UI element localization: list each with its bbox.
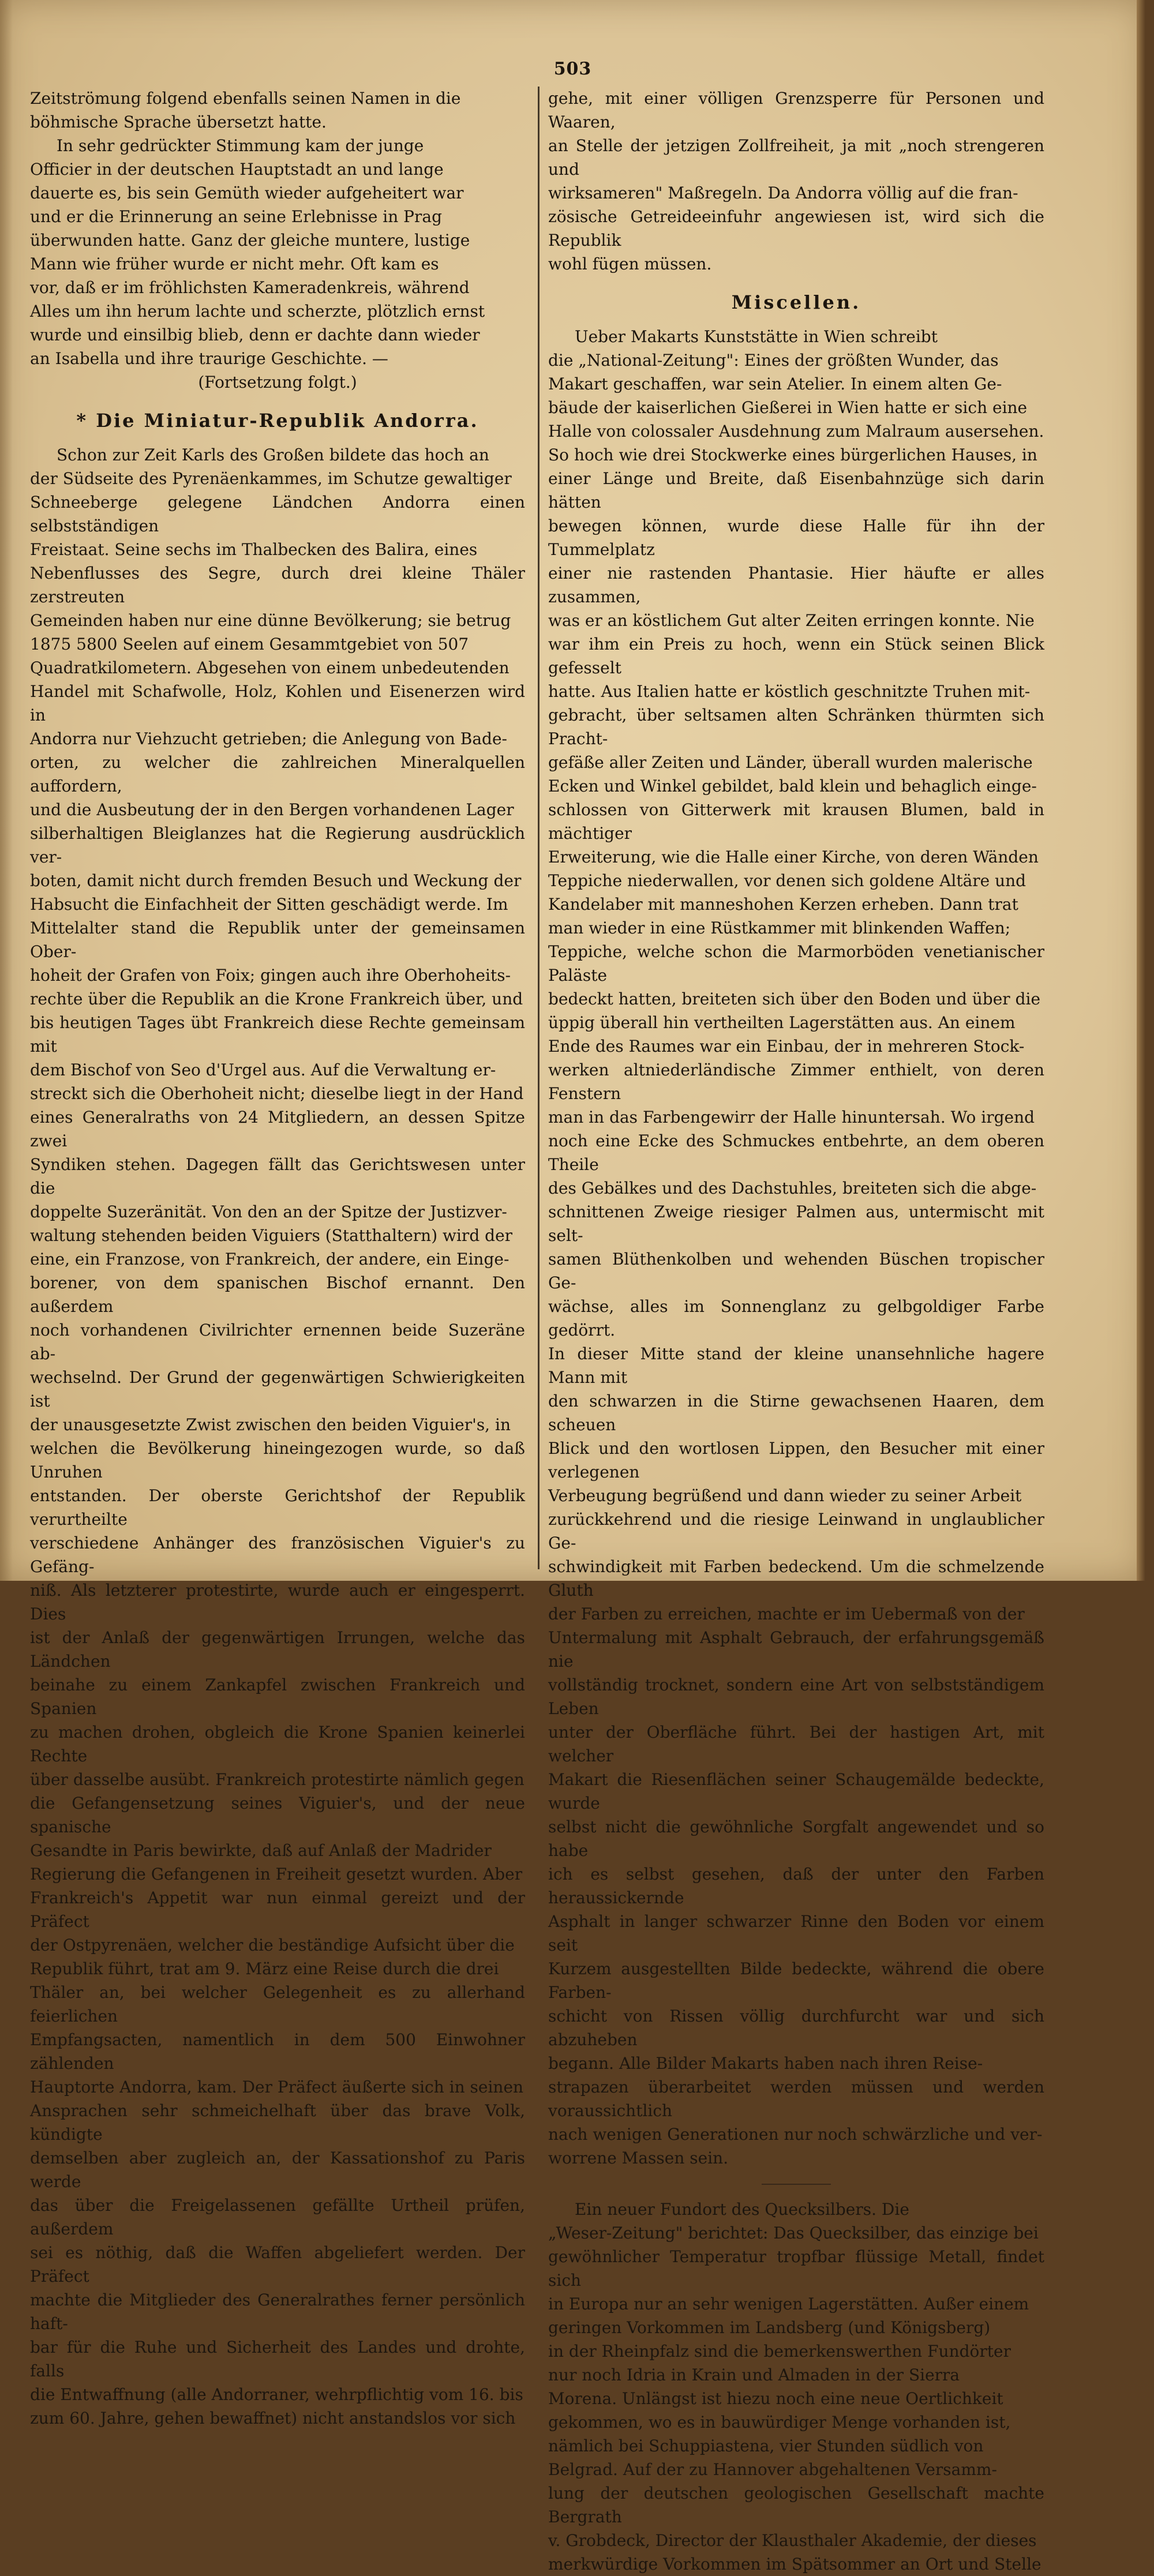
article-separator [762, 2184, 831, 2185]
andorra-article-title: * Die Miniatur-Republik Andorra. [76, 410, 479, 432]
intro-paragraph: Zeitströmung folgend ebenfalls seinen Namen in die böhmische Sprache übersetzt hatte. [30, 89, 461, 132]
page-number: 503 [553, 59, 592, 79]
andorra-continuation: gehe, mit einer völligen Grenzsperre für Personen und Waaren, an Stelle der jetzigen Zollfreiheit, ja mit „noch strengeren und wirksameren" Maßregeln. Da Andorra völlig auf die fran- zösische Getreideeinfuhr angewiesen ist, wird sich die Republik wohl fügen müssen. [548, 89, 1044, 273]
page-binding-shadow [0, 0, 13, 1581]
left-column [30, 87, 525, 2430]
column-divider [538, 87, 539, 1569]
continued-note: (Fortsetzung folgt.) [198, 373, 357, 392]
right-column [548, 87, 1044, 2576]
andorra-article-body: Schon zur Zeit Karls des Großen bildete das hoch an der Südseite des Pyrenäenkammes, im Schutze gewaltiger Schneeberge gelegene Ländchen Andorra einen selbstständigen Freistaat. Seine sechs im Thalbecken des Balira, eines Nebenflusses des Segre, durch drei kleine Thäler zerstreuten Gemeinden haben nur eine dünne Bevölkerung; sie betrug 1875 5800 Seelen auf einem Gesammtgebiet von 507 Quadratkilometern. Abgesehen von einem unbedeutenden Handel mit Schafwolle, Holz, Kohlen und Eisenerzen wird in Andorra nur Viehzucht getrieben; die Anlegung von Bade- orten, zu welcher die zahlreichen Mineralquellen auffordern, und die Ausbeutung der in den Bergen vorhandenen Lager silberhaltigen Bleiglanzes hat die Regierung ausdrücklich ver- boten, damit nicht durch fremden Besuch und Weckung der Habsucht die Einfachheit der Sitten geschädigt werde. Im Mittelalter stand die Republik unter der gemeinsamen Ober- hoheit der Grafen von Foix; gingen auch ihre Oberhoheits- rechte über die Republik an die Krone Frankreich über, und bis heutigen Tages übt Frankreich diese Rechte gemeinsam mit dem Bischof von Seo d'Urgel aus. Auf die Verwaltung er- streckt sich die Oberhoheit nicht; dieselbe liegt in der Hand eines Generalraths von 24 Mitgliedern, an dessen Spitze zwei Syndiken stehen. Dagegen fällt das Gerichtswesen unter die doppelte Suzeränität. Von den an der Spitze der Justizver- waltung stehenden beiden Viguiers (Statthaltern) wird der eine, ein Franzose, von Frankreich, der andere, ein Einge- borener, von dem spanischen Bischof ernannt. Den außerdem noch vorhandenen Civilrichter ernennen beide Suzeräne ab- wechselnd. Der Grund der gegenwärtigen Schwierigkeiten ist der unausgesetzte Zwist zwischen den beiden Viguier's, in welchen die Bevölkerung hineingezogen wurde, so daß Unruhen entstanden. Der oberste Gerichtshof der Republik verurtheilte verschiedene Anhänger des französischen Viguier's zu Gefäng- niß. Als letzterer protestirte, wurde auch er eingesperrt. Dies ist der Anlaß der gegenwärtigen Irrungen, welche das Ländchen beinahe zu einem Zankapfel zwischen Frankreich und Spanien zu machen drohen, obgleich die Krone Spanien keinerlei Rechte über dasselbe ausübt. Frankreich protestirte nämlich gegen die Gefangensetzung seines Viguier's, und der neue spanische Gesandte in Paris bewirkte, daß auf Anlaß der Madrider Regierung die Gefangenen in Freiheit gesetzt wurden. Aber Frankreich's Appetit war nun einmal gereizt und der Präfect der Ostpyrenäen, welcher die beständige Aufsicht über die Republik führt, trat am 9. März eine Reise durch die drei Thäler an, bei welcher Gelegenheit es zu allerhand feierlichen Empfangsacten, namentlich in dem 500 Einwohner zählenden Hauptorte Andorra, kam. Der Präfect äußerte sich in seinen Ansprachen sehr schmeichelhaft über das brave Volk, kündigte demselben aber zugleich an, der Kassationshof zu Paris werde das über die Freigelassenen gefällte Urtheil prüfen, außerdem sei es nöthig, daß die Waffen abgeliefert werden. Der Präfect machte die Mitglieder des Generalrathes ferner persönlich haft- bar für die Ruhe und Sicherheit des Landes und drohte, falls die Entwaffnung (alle Andorraner, wehrpflichtig vom 16. bis zum 60. Jahre, gehen bewaffnet) nicht anstandslos vor sich [30, 445, 525, 2428]
makart-paragraph: Ueber Makarts Kunststätte in Wien schreibt die „National-Zeitung": Eines der größten Wunder, das Makart geschaffen, war sein Atelier. In einem alten Ge- bäude der kaiserlichen Gießerei in Wien hatte er sich eine Halle von colossaler Ausdehnung zum Malraum ausersehen. So hoch wie drei Stockwerke eines bürgerlichen Hauses, in einer Länge und Breite, daß Eisenbahnzüge sich darin hätten bewegen können, wurde diese Halle für ihn der Tummelplatz einer nie rastenden Phantasie. Hier häufte er alles zusammen, was er an köstlichem Gut alter Zeiten erringen konnte. Nie war ihm ein Preis zu hoch, wenn ein Stück seinen Blick gefesselt hatte. Aus Italien hatte er köstlich geschnitzte Truhen mit- gebracht, über seltsamen alten Schränken thürmten sich Pracht- gefäße aller Zeiten und Länder, überall wurden malerische Ecken und Winkel gebildet, bald klein und behaglich einge- schlossen von Gitterwerk mit krausen Blumen, bald in mächtiger Erweiterung, wie die Halle einer Kirche, von deren Wänden Teppiche niederwallen, vor denen sich goldene Altäre und Kandelaber mit manneshohen Kerzen erheben. Dann trat man wieder in eine Rüstkammer mit blinkenden Waffen; Teppiche, welche schon die Marmorböden venetianischer Paläste bedeckt hatten, breiteten sich über den Boden und über die üppig überall hin vertheilten Lagerstätten aus. An einem Ende des Raumes war ein Einbau, der in mehreren Stock- werken altniederländische Zimmer enthielt, von deren Fenstern man in das Farbengewirr der Halle hinuntersah. Wo irgend noch eine Ecke des Schmuckes entbehrte, an dem oberen Theile des Gebälkes und des Dachstuhles, breiteten sich die abge- schnittenen Zweige riesiger Palmen aus, untermischt mit selt- samen Blüthenkolben und wehenden Büschen tropischer Ge- wächse, alles im Sonnenglanz zu gelbgoldiger Farbe gedörrt. In dieser Mitte stand der kleine unansehnliche hagere Mann mit den schwarzen in die Stirne gewachsenen Haaren, dem scheuen Blick und den wortlosen Lippen, den Besucher mit einer verlegenen Verbeugung begrüßend und dann wieder zu seiner Arbeit zurückkehrend und die riesige Leinwand in unglaublicher Ge- schwindigkeit mit Farben bedeckend. Um die schmelzende Gluth der Farben zu erreichen, machte er im Uebermaß von der Untermalung mit Asphalt Gebrauch, der erfahrungsgemäß nie vollständig trocknet, sondern eine Art von selbstständigem Leben unter der Oberfläche führt. Bei der hastigen Art, mit welcher Makart die Riesenflächen seiner Schaugemälde bedeckte, wurde selbst nicht die gewöhnliche Sorgfalt angewendet und so habe ich es selbst gesehen, daß der unter den Farben heraussickernde Asphalt in langer schwarzer Rinne den Boden vor einem seit Kurzem ausgestellten Bilde bedeckte, während die obere Farben- schicht von Rissen völlig durchfurcht war und sich abzuheben begann. Alle Bilder Makarts haben nach ihren Reise- strapazen überarbeitet werden müssen und werden voraussichtlich nach wenigen Generationen nur noch schwärzliche und ver- worrene Massen sein. [548, 327, 1044, 2168]
officer-paragraph: In sehr gedrückter Stimmung kam der junge Officier in der deutschen Hauptstadt an und lange dauerte es, bis sein Gemüth wieder aufgeheitert war und er die Erinnerung an seine Erlebnisse in Prag überwunden hatte. Ganz der gleiche muntere, lustige Mann wie früher wurde er nicht mehr. Oft kam es vor, daß er im fröhlichsten Kameradenkreis, während Alles um ihn herum lachte und scherzte, plötzlich ernst wurde und einsilbig blieb, denn er dachte dann wieder an Isabella und ihre traurige Geschichte. — [30, 136, 485, 368]
mercury-paragraph: Ein neuer Fundort des Quecksilbers. Die „Weser-Zeitung" berichtet: Das Quecksilber, das einzige bei gewöhnlicher Temperatur tropfbar flüssige Metall, findet sich in Europa nur an sehr wenigen Lagerstätten. Außer einem geringen Vorkommen im Landsberg (und Königsberg) in der Rheinpfalz sind die bemerkenswerthen Fundörter nur noch Idria in Krain und Almaden in der Sierra Morena. Unlängst ist hiezu noch eine neue Oertlichkeit gekommen, wo es in bauwürdiger Menge vorhanden ist, nämlich bei Schuppiastena, vier Stunden südlich von Belgrad. Auf der zu Hannover abgehaltenen Versamm- lung der deutschen geologischen Gesellschaft machte Bergrath v. Grobdeck, Director der Klausthaler Akademie, der dieses merkwürdige Vorkommen im Spätsommer an Ort und Stelle [548, 2200, 1044, 2574]
miscellen-section-title: Miscellen. [731, 291, 861, 313]
page-edge [1137, 0, 1145, 1581]
